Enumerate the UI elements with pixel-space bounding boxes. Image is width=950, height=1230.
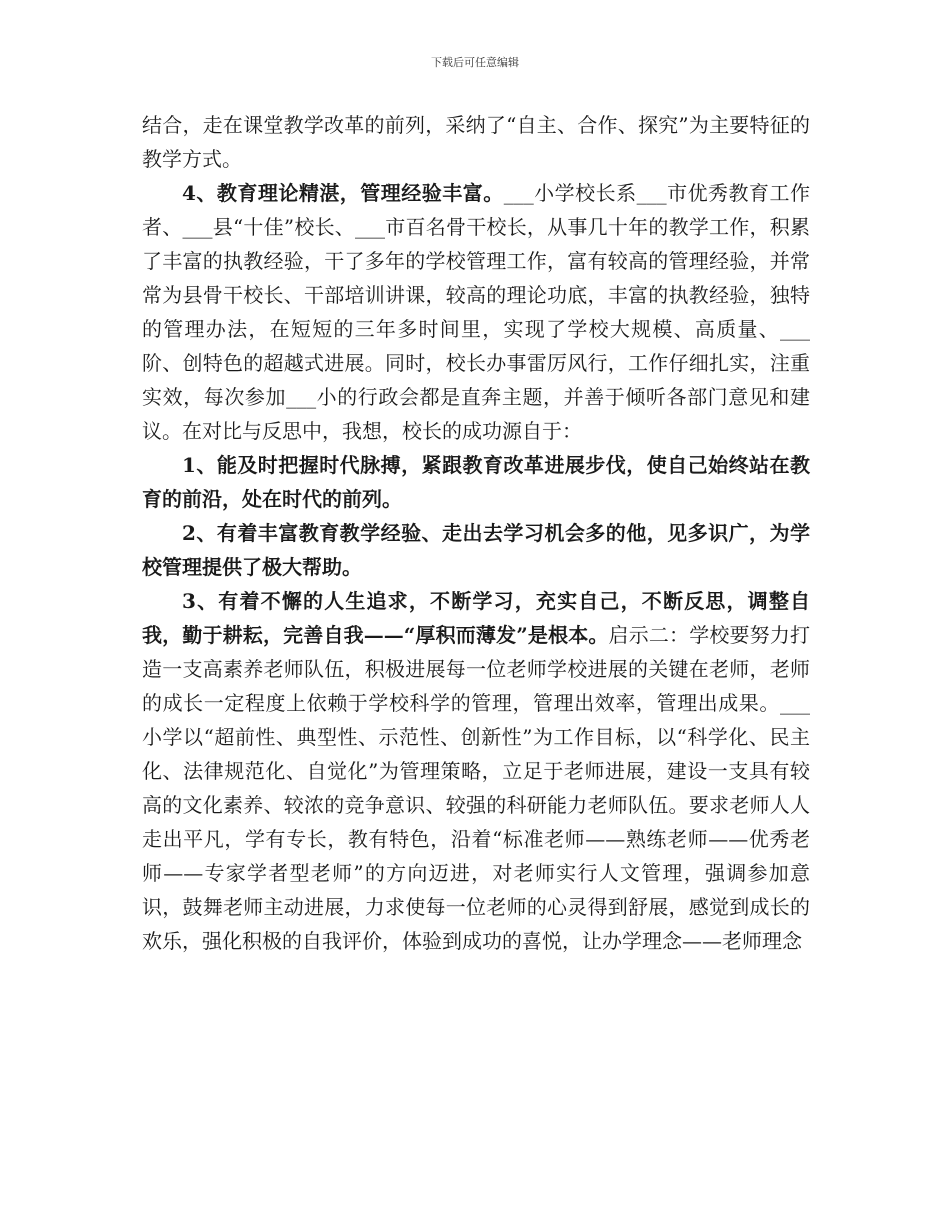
paragraph-1-text: 结合，走在课堂教学改革的前列，采纳了“自主、合作、探究”为主要特征的教学方式。 [142, 113, 810, 171]
paragraph-2 [142, 176, 810, 448]
paragraph-3 [142, 448, 810, 516]
paragraph-5-text: 启示二：学校要努力打造一支高素养老师队伍，积极进展每一位老师学校进展的关键在老师，老师的成长一定程度上依赖于学校科学的管理，管理出效率，管理出成果。___小学以“超前性、典型性、示范性、创新性”为工作目标，以“科学化、民主化、法律规范化、自觉化”为管理策略，立足于老师进展，建设一支具有较高的文化素养、较浓的竞争意识、较强的科研能力老师队伍。要求老师人人走出平凡，学有专长，教有特色，沿着“标准老师——熟练老师——优秀老师——专家学者型老师”的方向迈进，对老师实行人文管理，强调参加意识，鼓舞老师主动进展，力求使每一位老师的心灵得到舒展，感觉到成长的欢乐，强化积极的自我评价，体验到成功的喜悦，让办学理念——老师理念 [142, 623, 810, 953]
paragraph-5-bold: 3、有着不懈的人生追求，不断学习，充实自己，不断反思，调整自我，勤于耕耘，完善自我——“厚积而薄发”是根本。 [142, 589, 810, 647]
page-header: 下载后可任意编辑 [431, 56, 519, 69]
paragraph-4-bold: 2、有着丰富教育教学经验、走出去学习机会多的他，见多识广，为学校管理提供了极大帮助。 [142, 521, 810, 579]
paragraph-3-bold: 1、能及时把握时代脉搏，紧跟教育改革进展步伐，使自己始终站在教育的前沿，处在时代的前列。 [142, 453, 810, 511]
paragraph-2-text: ___小学校长系___市优秀教育工作者、___县“十佳”校长、___市百名骨干校长，从事几十年的教学工作，积累了丰富的执教经验，干了多年的学校管理工作，富有较高的管理经验，并常常为县骨干校长、干部培训讲课，较高的理论功底，丰富的执教经验，独特的管理办法，在短短的三年多时间里，实现了学校大规模、高质量、___阶、创特色的超越式进展。同时，校长办事雷厉风行，工作仔细扎实，注重实效，每次参加___小的行政会都是直奔主题，并善于倾听各部门意见和建议。在对比与反思中，我想，校长的成功源自于： [142, 181, 810, 443]
paragraph-2-bold: 4、教育理论精湛，管理经验丰富。 [182, 181, 504, 205]
paragraph-4 [142, 516, 810, 584]
paragraph-1 [142, 108, 810, 176]
document-body [142, 108, 810, 958]
paragraph-5 [142, 584, 810, 958]
